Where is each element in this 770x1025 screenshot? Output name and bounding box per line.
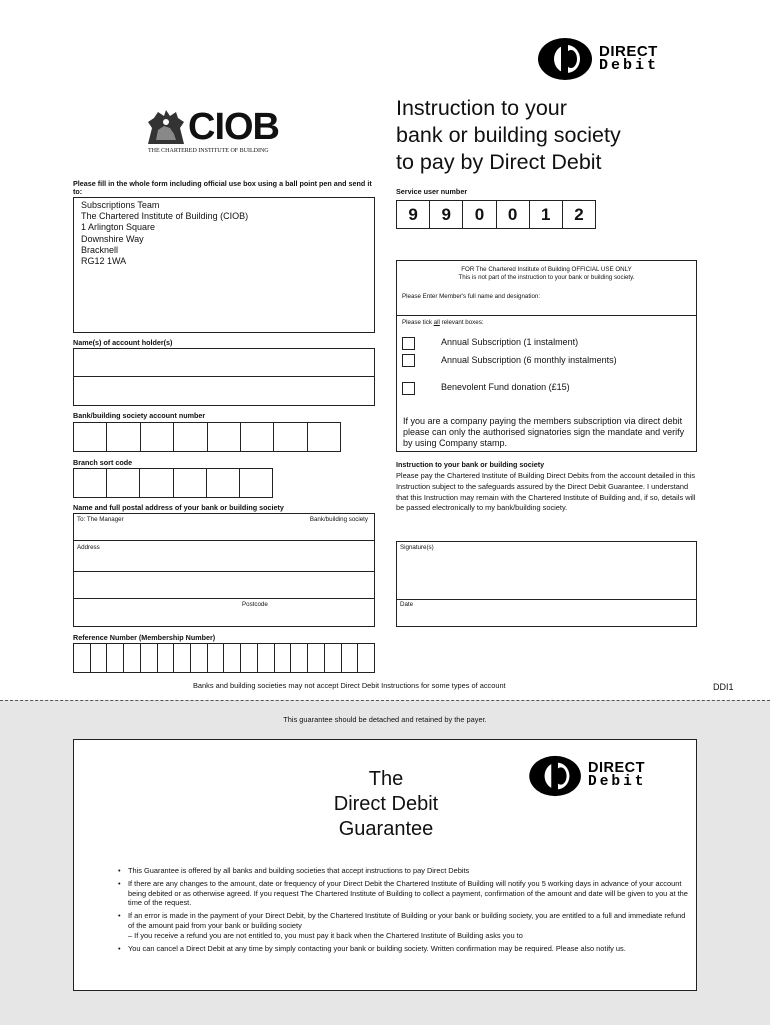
service-user-number-boxes xyxy=(396,200,596,229)
detach-note: This guarantee should be detached and retained by the payer. xyxy=(283,715,487,724)
instruction-heading: Instruction to your bank or building society xyxy=(396,460,545,469)
account-holder-label: Name(s) of account holder(s) xyxy=(73,338,173,347)
tick-instruction: Please tick all relevant boxes: xyxy=(402,319,484,326)
direct-debit-logo xyxy=(537,36,659,82)
sort-code-boxes[interactable] xyxy=(73,468,273,498)
ciob-subtitle: THE CHARTERED INSTITUTE OF BUILDING xyxy=(148,148,269,154)
guarantee-bullet: • This Guarantee is offered by all banks and building societies that accept instructions to pay Direct Debits xyxy=(128,866,688,876)
annual-6-instalments-checkbox[interactable] xyxy=(402,354,415,367)
guarantee-box xyxy=(73,739,697,991)
guarantee-title-line: The xyxy=(368,768,404,790)
address-line: RG12 1WA xyxy=(81,256,127,267)
ciob-logo xyxy=(144,108,304,160)
guarantee-title-line: Direct Debit xyxy=(333,793,439,815)
date-label: Date xyxy=(400,601,414,608)
direct-debit-logo-line2: Debit xyxy=(599,57,660,74)
bank-society-label: Bank/building society xyxy=(309,516,368,523)
annual-6-instalments-label: Annual Subscription (6 monthly instalments) xyxy=(441,355,617,365)
service-user-digit: 2 xyxy=(574,204,584,224)
reference-number-label: Reference Number (Membership Number) xyxy=(73,633,216,642)
ciob-wordmark: CIOB xyxy=(188,106,279,148)
signature-label: Signature(s) xyxy=(400,544,434,551)
address-line: The Chartered Institute of Building (CIOB) xyxy=(81,211,249,222)
send-to-address-box xyxy=(73,197,375,333)
benevolent-fund-checkbox[interactable] xyxy=(402,382,415,395)
official-use-divider xyxy=(397,315,696,316)
benevolent-fund-label: Benevolent Fund donation (£15) xyxy=(441,382,570,392)
guarantee-direct-debit-logo xyxy=(528,754,647,798)
guarantee-title-line: Guarantee xyxy=(338,818,434,840)
account-holder-field[interactable] xyxy=(73,348,375,406)
sort-code-label: Branch sort code xyxy=(73,458,133,467)
guarantee-bullet: • If an error is made in the payment of your Direct Debit, by the Chartered Institute of Building or your bank or building society, you are entitled to a full and immediate refund of the amount paid from your bank or building society xyxy=(128,911,688,930)
bank-address-label: Name and full postal address of your bank or building society xyxy=(73,503,284,512)
instruction-body: Please pay the Chartered Institute of Building Direct Debits from the account detailed in this Instruction subject to the safeguards assured by the Direct Debit Guarantee. I understand that this Instruction may remain with the Chartered Institute of Building and, if so, details will be passed electronically to my bank/building society. xyxy=(396,471,696,513)
guarantee-bullets xyxy=(118,866,688,957)
title-line-2: bank or building society xyxy=(396,123,621,147)
postcode-label: Postcode xyxy=(242,601,268,608)
service-user-number-label: Service user number xyxy=(396,187,468,196)
direct-debit-emblem-icon xyxy=(537,36,597,82)
direct-debit-logo-line1: DIRECT xyxy=(599,42,658,60)
address-line: 1 Arlington Square xyxy=(81,222,156,233)
guarantee-bullet: • If there are any changes to the amount, date or frequency of your Direct Debit the Chartered Institute of Building will notify you 5 working days in advance of your account being debited or as otherwise agreed. If you request The Chartered Institute of Building to collect a payment, confirmation of the amount and date will be given to you at the time of the request. xyxy=(128,879,688,908)
service-user-digit: 0 xyxy=(497,201,530,228)
reference-number-boxes[interactable] xyxy=(73,643,375,673)
guarantee-logo-line2: Debit xyxy=(588,774,647,790)
guarantee-section xyxy=(0,700,770,1025)
to-manager-label: To: The Manager xyxy=(77,516,124,523)
direct-debit-emblem-icon xyxy=(528,754,586,798)
guarantee-title xyxy=(296,767,476,842)
official-use-line1: FOR The Chartered Institute of Building OFFICIAL USE ONLY xyxy=(461,266,632,273)
address-line: Subscriptions Team xyxy=(81,200,160,210)
company-note: If you are a company paying the members subscription via direct debit please can only the authorised signatories sign the mandate and verify by using Company stamp. xyxy=(403,416,685,448)
official-use-box xyxy=(396,260,697,452)
official-use-line2: This is not part of the instruction to your bank or building society. xyxy=(458,274,635,281)
service-user-digit: 1 xyxy=(530,201,563,228)
address-line: Downshire Way xyxy=(81,233,144,244)
service-user-digit: 9 xyxy=(397,201,430,228)
account-number-label: Bank/building society account number xyxy=(73,411,206,420)
page-title xyxy=(396,95,621,176)
annual-1-instalment-checkbox[interactable] xyxy=(402,337,415,350)
guarantee-bullet: • You can cancel a Direct Debit at any time by simply contacting your bank or building society. Written confirmation may be required. Please also notify us. xyxy=(128,944,688,954)
title-line-1: Instruction to your xyxy=(396,96,567,120)
address-line: Bracknell xyxy=(81,244,119,255)
title-line-3: to pay by Direct Debit xyxy=(396,150,602,174)
guarantee-bullet-continuation: – If you receive a refund you are not entitled to, you must pay it back when the Chartered Institute of Building asks you to xyxy=(128,930,523,940)
guarantee-logo-line1: DIRECT xyxy=(588,760,645,777)
service-user-digit: 9 xyxy=(430,201,463,228)
service-user-digit: 0 xyxy=(463,201,496,228)
address-label: Address xyxy=(77,544,100,551)
fill-instruction: Please fill in the whole form including official use box using a ball point pen and send it to: xyxy=(73,179,372,196)
signature-field[interactable] xyxy=(396,541,697,627)
footer-note: Banks and building societies may not accept Direct Debit Instructions for some types of account xyxy=(193,681,506,690)
member-name-prompt: Please Enter Member's full name and designation: xyxy=(402,293,541,300)
account-number-boxes[interactable] xyxy=(73,422,341,452)
bank-address-field[interactable] xyxy=(73,513,375,627)
ciob-crest-icon xyxy=(144,110,188,146)
form-code: DDI1 xyxy=(713,682,734,692)
annual-1-instalment-label: Annual Subscription (1 instalment) xyxy=(441,337,579,347)
